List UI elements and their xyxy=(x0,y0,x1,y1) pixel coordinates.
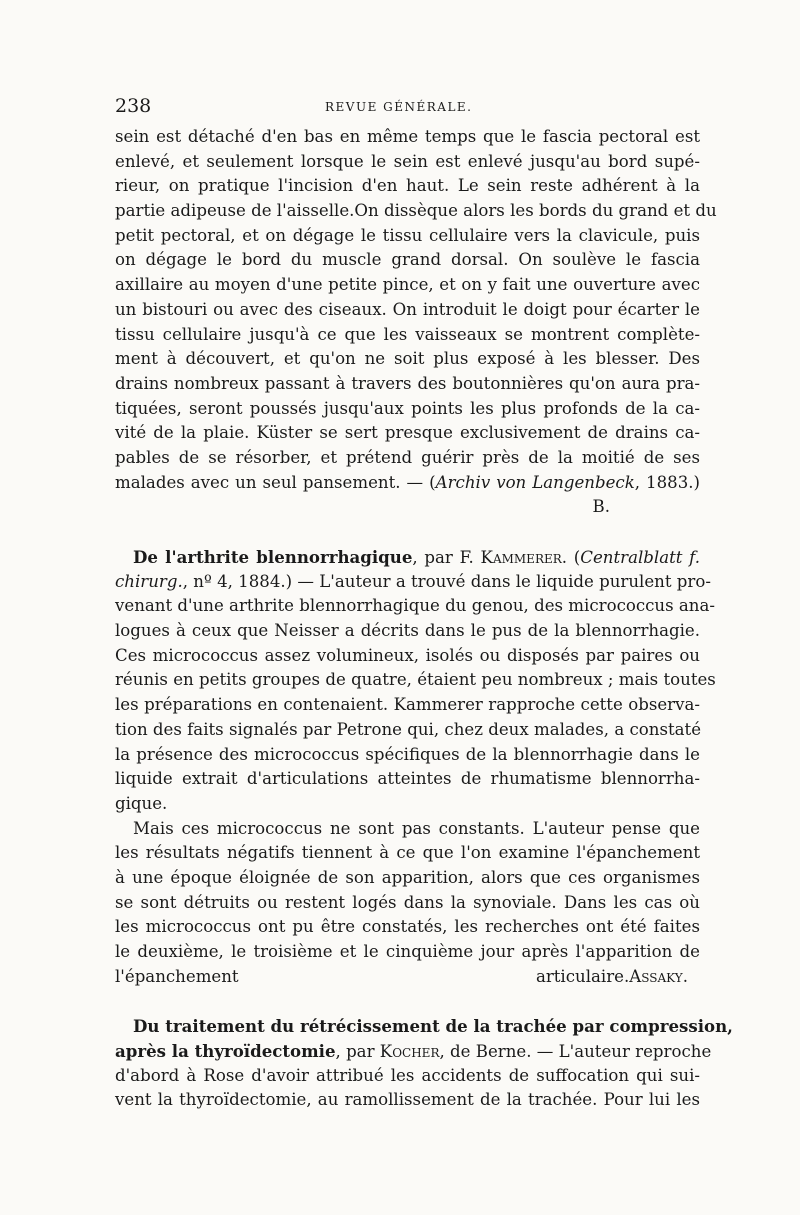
text-segment: , 1883.) xyxy=(634,472,701,492)
citation: Archiv von Langenbeck xyxy=(435,472,635,492)
text-line-with-citation xyxy=(115,471,700,496)
text-line: gique. xyxy=(115,793,168,813)
text-line: ment à découvert, et qu'on ne soit plus exposé à les blesser. Des xyxy=(115,349,700,369)
journal-title: Centralblatt f. xyxy=(580,548,701,567)
section-title: De l'arthrite blennorrhagique xyxy=(133,547,413,567)
text-line xyxy=(115,570,711,595)
text-line: Ces micrococcus assez volumineux, isolés ou disposés par paires ou xyxy=(115,645,700,665)
running-head: REVUE GÉNÉRALE. xyxy=(325,100,473,114)
section-title-line xyxy=(115,1014,733,1039)
text-line: se sont détruits ou restent logés dans la synoviale. Dans les cas où xyxy=(115,892,700,912)
text-line: rieur, on pratique l'incision d'en haut. Le sein reste adhérent à la xyxy=(115,176,700,196)
text-line: on dégage le bord du muscle grand dorsal. On soulève le fascia xyxy=(115,250,700,270)
section-title: après la thyroïdectomie xyxy=(115,1041,336,1062)
text-segment: l'épanchement articulaire. xyxy=(115,966,630,986)
page-number: 238 xyxy=(115,95,152,117)
text-line: axillaire au moyen d'une petite pince, et on y fait une ouverture avec xyxy=(115,275,700,295)
text-line: les préparations en contenaient. Kammerer rapproche cette observa- xyxy=(115,695,700,715)
page-header xyxy=(115,95,700,125)
text-line: d'abord à Rose d'avoir attribué les accidents de suffocation qui sui- xyxy=(115,1065,700,1085)
text-line: drains nombreux passant à travers des boutonnières qu'on aura pra- xyxy=(115,373,700,393)
text-line: à une époque éloignée de son apparition, alors que ces organismes xyxy=(115,867,700,887)
text-line: un bistouri ou avec des ciseaux. On introduit le doigt pour écarter le xyxy=(115,299,700,319)
document-page xyxy=(115,95,733,1113)
section-1-body xyxy=(115,125,717,520)
text-segment: , de Berne. — L'auteur reproche xyxy=(439,1042,712,1062)
text-line xyxy=(115,1039,712,1064)
text-line: les résultats négatifs tiennent à ce que l'on examine l'épanchement xyxy=(115,843,700,863)
text-line: pables de se résorber, et prétend guérir près de la moitié de ses xyxy=(115,447,700,467)
section-title-line xyxy=(115,545,700,570)
text-line: petit pectoral, et on dégage le tissu cellulaire vers la clavicule, puis xyxy=(115,225,700,245)
text-line: tissu cellulaire jusqu'à ce que les vaisseaux se montrent complète- xyxy=(115,324,700,344)
text-line: sein est détaché d'en bas en même temps que le fascia pectoral est xyxy=(115,127,700,146)
text-line-with-signature xyxy=(115,965,700,990)
author-name: Kocher xyxy=(379,1042,440,1062)
text-line: réunis en petits groupes de quatre, étaient peu nombreux ; mais toutes xyxy=(115,670,716,690)
text-line: vent la thyroïdectomie, au ramollissement de la trachée. Pour lui les xyxy=(115,1090,700,1110)
text-segment: malades avec un seul pansement. — ( xyxy=(115,472,436,492)
section-title: Du traitement du rétrécissement de la trachée par compression, xyxy=(133,1016,733,1037)
text-segment: , par F. xyxy=(412,548,481,567)
text-line: partie adipeuse de l'aisselle.On dissèque alors les bords du grand et du xyxy=(115,201,717,221)
text-line: tiquées, seront poussés jusqu'aux points les plus profonds de la ca- xyxy=(115,398,700,418)
journal-title: chirurg. xyxy=(115,571,183,591)
text-line: les micrococcus ont pu être constatés, les recherches ont été faites xyxy=(115,917,700,937)
author-name: Kammerer xyxy=(480,548,562,567)
section-2-body xyxy=(115,545,716,989)
text-line: le deuxième, le troisième et le cinquième jour après l'apparition de xyxy=(115,942,700,961)
signature: B. xyxy=(592,497,610,517)
signature: Assaky. xyxy=(629,966,688,986)
text-segment: , par xyxy=(335,1042,380,1062)
text-line: liquide extrait d'articulations atteintes de rhumatisme blennorrha- xyxy=(115,769,700,789)
text-line: Mais ces micrococcus ne sont pas constants. L'auteur pense que xyxy=(133,818,700,838)
text-segment: . ( xyxy=(561,548,581,567)
text-line: la présence des micrococcus spécifiques de la blennorrhagie dans le xyxy=(115,744,700,764)
text-line: logues à ceux que Neisser a décrits dans le pus de la blennorrhagie. xyxy=(115,621,700,641)
section-3-body xyxy=(115,1014,733,1113)
text-segment: , nº 4, 1884.) — L'auteur a trouvé dans le liquide purulent pro- xyxy=(182,571,711,591)
text-line: enlevé, et seulement lorsque le sein est enlevé jusqu'au bord supé- xyxy=(115,151,700,171)
text-line: venant d'une arthrite blennorrhagique du genou, des micrococcus ana- xyxy=(115,596,715,616)
text-line: vité de la plaie. Küster se sert presque exclusivement de drains ca- xyxy=(115,423,700,443)
text-line: tion des faits signalés par Petrone qui, chez deux malades, a constaté xyxy=(115,719,702,739)
